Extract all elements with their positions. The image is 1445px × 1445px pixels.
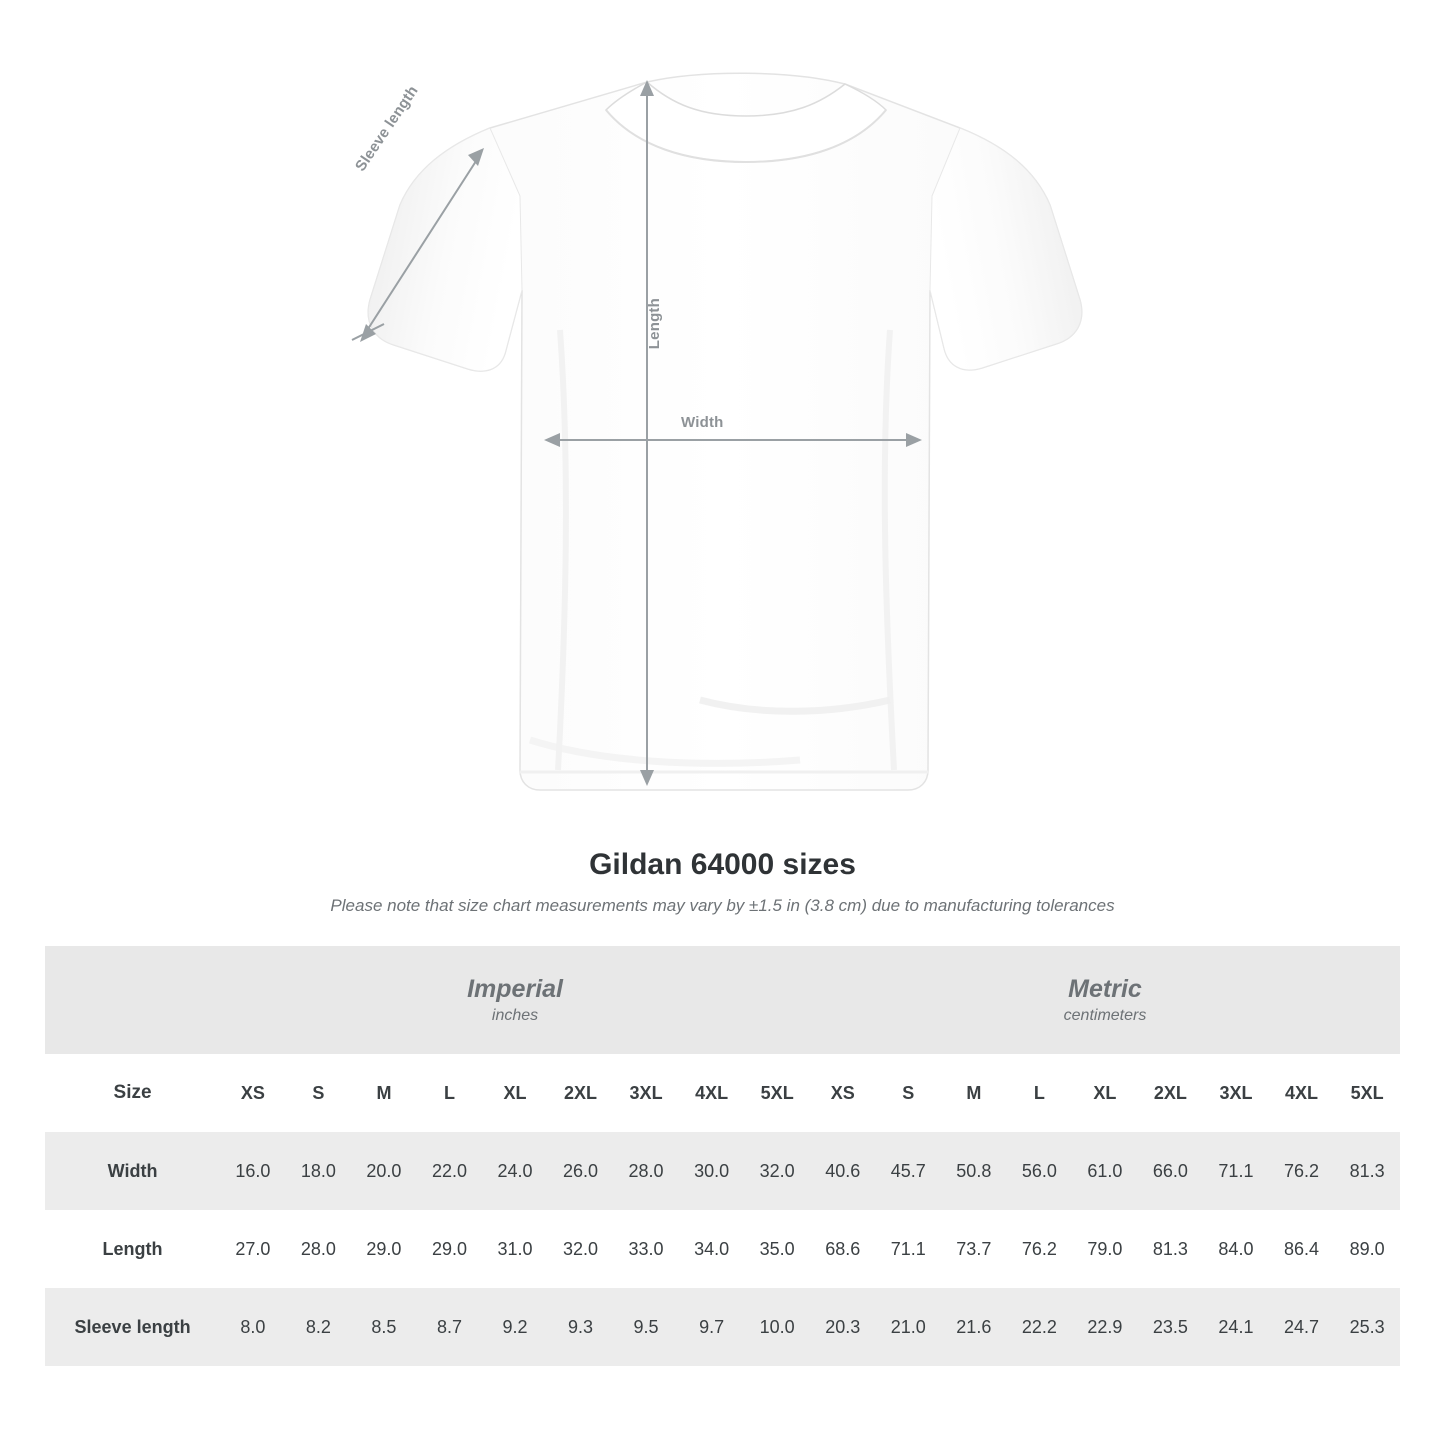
cell-length: 27.0 — [220, 1210, 286, 1288]
size-header-cell: L — [417, 1054, 483, 1132]
cell-sleeve: 24.1 — [1203, 1288, 1269, 1366]
unit-metric-name: Metric — [1068, 974, 1142, 1003]
cell-sleeve: 21.0 — [876, 1288, 942, 1366]
cell-sleeve: 22.2 — [1007, 1288, 1073, 1366]
size-header-cell: M — [351, 1054, 417, 1132]
cell-width: 28.0 — [613, 1132, 679, 1210]
cell-length: 35.0 — [744, 1210, 810, 1288]
cell-width: 61.0 — [1072, 1132, 1138, 1210]
cell-length: 86.4 — [1269, 1210, 1335, 1288]
tolerance-note: Please note that size chart measurements may vary by ±1.5 in (3.8 cm) due to manufacturing tolerances — [330, 896, 1115, 915]
size-header-cell: XL — [1072, 1054, 1138, 1132]
cell-length: 81.3 — [1138, 1210, 1204, 1288]
cell-length: 79.0 — [1072, 1210, 1138, 1288]
cell-sleeve: 8.0 — [220, 1288, 286, 1366]
cell-sleeve: 8.2 — [286, 1288, 352, 1366]
size-header-cell: 5XL — [744, 1054, 810, 1132]
cell-sleeve: 9.3 — [548, 1288, 614, 1366]
cell-width: 66.0 — [1138, 1132, 1204, 1210]
cell-width: 32.0 — [744, 1132, 810, 1210]
cell-width: 18.0 — [286, 1132, 352, 1210]
size-header-cell: 4XL — [679, 1054, 745, 1132]
cell-length: 76.2 — [1007, 1210, 1073, 1288]
cell-sleeve: 10.0 — [744, 1288, 810, 1366]
unit-imperial-name: Imperial — [467, 974, 563, 1003]
cell-sleeve: 24.7 — [1269, 1288, 1335, 1366]
cell-width: 20.0 — [351, 1132, 417, 1210]
size-header-cell: 3XL — [1203, 1054, 1269, 1132]
unit-imperial-sub: inches — [491, 1007, 539, 1025]
cell-width: 71.1 — [1203, 1132, 1269, 1210]
cell-sleeve: 9.2 — [482, 1288, 548, 1366]
cell-length: 29.0 — [417, 1210, 483, 1288]
cell-width: 45.7 — [876, 1132, 942, 1210]
cell-width: 40.6 — [810, 1132, 876, 1210]
size-header-cell: XS — [810, 1054, 876, 1132]
size-header-cell: M — [941, 1054, 1007, 1132]
unit-header-imperial — [220, 946, 810, 1054]
unit-header-metric — [810, 946, 1400, 1054]
table-row — [45, 1210, 1400, 1288]
cell-width: 26.0 — [548, 1132, 614, 1210]
table-row — [45, 1288, 1400, 1366]
size-header-cell: 2XL — [1138, 1054, 1204, 1132]
size-table-wrapper — [45, 946, 1400, 1366]
cell-length: 28.0 — [286, 1210, 352, 1288]
size-header-cell: 3XL — [613, 1054, 679, 1132]
cell-length: 33.0 — [613, 1210, 679, 1288]
cell-width: 30.0 — [679, 1132, 745, 1210]
cell-length: 29.0 — [351, 1210, 417, 1288]
row-label-sleeve-length: Sleeve length — [45, 1288, 220, 1366]
row-label-width: Width — [45, 1132, 220, 1210]
size-header-cell: S — [286, 1054, 352, 1132]
cell-length: 32.0 — [548, 1210, 614, 1288]
cell-sleeve: 25.3 — [1334, 1288, 1400, 1366]
cell-width: 56.0 — [1007, 1132, 1073, 1210]
page-title: Gildan 64000 sizes — [589, 848, 856, 881]
title-block — [0, 848, 1445, 916]
cell-length: 31.0 — [482, 1210, 548, 1288]
row-label-length: Length — [45, 1210, 220, 1288]
cell-sleeve: 22.9 — [1072, 1288, 1138, 1366]
cell-width: 76.2 — [1269, 1132, 1335, 1210]
unit-header-spacer — [45, 946, 220, 1054]
cell-width: 22.0 — [417, 1132, 483, 1210]
cell-sleeve: 20.3 — [810, 1288, 876, 1366]
width-dimension-label: Width — [681, 414, 724, 431]
cell-width: 16.0 — [220, 1132, 286, 1210]
cell-sleeve: 23.5 — [1138, 1288, 1204, 1366]
size-header-cell: XS — [220, 1054, 286, 1132]
size-header-cell: L — [1007, 1054, 1073, 1132]
size-header-row — [45, 1054, 1400, 1132]
size-header-cell: XL — [482, 1054, 548, 1132]
sleeve-length-dimension-label: Sleeve length — [352, 82, 422, 175]
cell-length: 73.7 — [941, 1210, 1007, 1288]
size-header-label: Size — [45, 1054, 220, 1132]
cell-sleeve: 8.7 — [417, 1288, 483, 1366]
size-header-cell: 5XL — [1334, 1054, 1400, 1132]
cell-length: 71.1 — [876, 1210, 942, 1288]
cell-width: 81.3 — [1334, 1132, 1400, 1210]
cell-width: 50.8 — [941, 1132, 1007, 1210]
cell-sleeve: 8.5 — [351, 1288, 417, 1366]
cell-length: 89.0 — [1334, 1210, 1400, 1288]
cell-sleeve: 21.6 — [941, 1288, 1007, 1366]
size-header-cell: S — [876, 1054, 942, 1132]
cell-length: 34.0 — [679, 1210, 745, 1288]
size-header-cell: 4XL — [1269, 1054, 1335, 1132]
cell-sleeve: 9.5 — [613, 1288, 679, 1366]
cell-width: 24.0 — [482, 1132, 548, 1210]
table-row — [45, 1132, 1400, 1210]
unit-header-row — [45, 946, 1400, 1054]
cell-sleeve: 9.7 — [679, 1288, 745, 1366]
length-dimension-label: Length — [646, 298, 663, 350]
size-header-cell: 2XL — [548, 1054, 614, 1132]
size-table — [45, 946, 1400, 1366]
cell-length: 68.6 — [810, 1210, 876, 1288]
unit-metric-sub: centimeters — [1063, 1007, 1147, 1025]
cell-length: 84.0 — [1203, 1210, 1269, 1288]
